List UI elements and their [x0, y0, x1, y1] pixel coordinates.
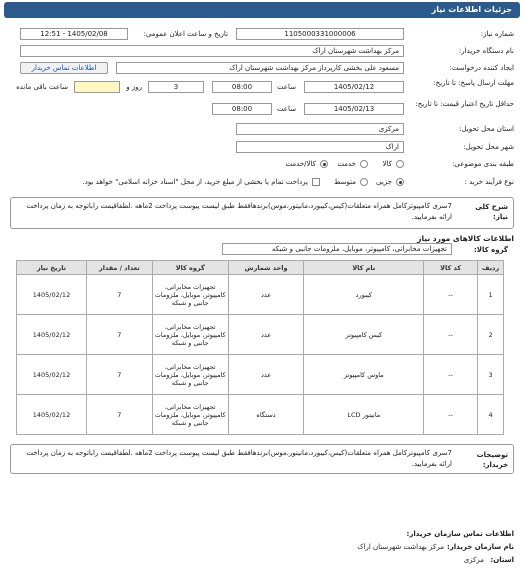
- hours-remaining-label: ساعت باقی مانده: [16, 83, 68, 91]
- cell-name: ماوس کامپیوتر: [304, 355, 424, 395]
- days-remaining-field: 3: [148, 81, 204, 93]
- cell-row: 1: [478, 275, 504, 315]
- treasury-payment-note: پرداخت تمام یا بخشی از مبلغ خرید، از محل "اسناد خزانه اسلامی" خواهد بود.: [82, 178, 308, 186]
- table-row: [17, 395, 504, 435]
- page-title: جزئیات اطلاعات نیاز: [431, 5, 512, 14]
- cell-name: کیبورد: [304, 275, 424, 315]
- category-goods-radio[interactable]: [396, 160, 404, 168]
- cell-date: 1405/02/12: [17, 315, 87, 355]
- city-field: اراک: [236, 141, 404, 153]
- cell-date: 1405/02/12: [17, 275, 87, 315]
- need-number-field: 1105000331000006: [236, 28, 404, 40]
- cell-code: --: [424, 395, 478, 435]
- validity-time-field: 08:00: [212, 103, 272, 115]
- col-date: تاریخ نیاز: [17, 261, 87, 275]
- deadline-date-field: 1405/02/12: [304, 81, 404, 93]
- contact-org-value: مرکز بهداشت شهرستان اراک: [357, 543, 444, 551]
- summary-label: شرح کلی نیاز:: [475, 203, 508, 221]
- cell-code: --: [424, 315, 478, 355]
- cell-qty: 7: [86, 355, 152, 395]
- table-header-row: [17, 261, 504, 275]
- page-header: [4, 2, 520, 18]
- province-label: استان محل تحویل:: [459, 125, 514, 133]
- announce-label: تاریخ و ساعت اعلان عمومی:: [143, 30, 228, 38]
- col-unit: واحد شمارش: [228, 261, 304, 275]
- goods-group-field: تجهیزات مخابراتی، کامپیوتر، موبایل، ملزومات جانبی و شبکه: [222, 243, 452, 255]
- province-field: مرکزی: [236, 123, 404, 135]
- goods-group-label: گروه کالا:: [473, 246, 508, 254]
- cell-group: تجهیزات مخابراتی، کامپیوتر، موبایل، ملزومات جانبی و شبکه: [152, 275, 228, 315]
- table-row: [17, 355, 504, 395]
- validity-date-field: 1405/02/13: [304, 103, 404, 115]
- contact-title: اطلاعات تماس سازمان خریدار:: [406, 530, 514, 538]
- category-service-label: خدمت: [337, 160, 356, 168]
- validity-time-label: ساعت: [276, 105, 296, 113]
- summary-text: 7سری کامپیوترکامل همراه متعلقات(کیس،کیبورد،مانیتور،موس)برندهافقط طبق لیست پیوست پرداخت 2ماهه .لطفاقیمت راباتوجه به زمان پرداخت ارائه بفرمایید.: [26, 202, 452, 221]
- cell-row: 3: [478, 355, 504, 395]
- process-partial-label: جزیی: [376, 178, 392, 186]
- buyer-contact-link[interactable]: اطلاعات تماس خریدار: [20, 62, 108, 74]
- creator-field: مسعود علی بخشی کارپرداز مرکز بهداشت شهرستان اراک: [116, 62, 404, 74]
- cell-group: تجهیزات مخابراتی، کامپیوتر، موبایل، ملزومات جانبی و شبکه: [152, 355, 228, 395]
- cell-qty: 7: [86, 395, 152, 435]
- cell-unit: عدد: [228, 275, 304, 315]
- category-goods-service-label: کالا/خدمت: [285, 160, 316, 168]
- validity-label: حداقل تاریخ اعتبار قیمت: تا تاریخ:: [415, 100, 514, 108]
- table-row: [17, 315, 504, 355]
- col-qty: تعداد / مقدار: [86, 261, 152, 275]
- process-medium-radio[interactable]: [360, 178, 368, 186]
- goods-section-title: اطلاعات کالاهای مورد نیاز: [417, 234, 514, 243]
- contact-org-label: نام سازمان خریدار:: [446, 543, 514, 551]
- cell-qty: 7: [86, 315, 152, 355]
- process-label: نوع فرآیند خرید :: [464, 178, 514, 186]
- cell-unit: عدد: [228, 355, 304, 395]
- process-partial-radio[interactable]: [396, 178, 404, 186]
- cell-unit: دستگاه: [228, 395, 304, 435]
- deadline-label: مهلت ارسال پاسخ: تا تاریخ:: [433, 79, 514, 87]
- category-label: طبقه بندی موضوعی:: [452, 160, 514, 168]
- category-goods-service-radio[interactable]: [320, 160, 328, 168]
- contact-province-label: استان:: [490, 556, 514, 564]
- buyer-label: نام دستگاه خریدار:: [458, 47, 514, 55]
- process-medium-label: متوسط: [334, 178, 356, 186]
- city-label: شهر محل تحویل:: [463, 143, 514, 151]
- hours-remaining-field: [74, 81, 120, 93]
- col-row: ردیف: [478, 261, 504, 275]
- cell-row: 2: [478, 315, 504, 355]
- cell-group: تجهیزات مخابراتی، کامپیوتر، موبایل، ملزومات جانبی و شبکه: [152, 315, 228, 355]
- cell-qty: 7: [86, 275, 152, 315]
- cell-date: 1405/02/12: [17, 395, 87, 435]
- need-number-label: شماره نیاز:: [480, 30, 514, 38]
- creator-label: ایجاد کننده درخواست:: [449, 64, 514, 72]
- treasury-payment-checkbox[interactable]: [312, 178, 320, 186]
- category-goods-label: کالا: [382, 160, 392, 168]
- contact-province-value: مرکزی: [463, 556, 484, 564]
- category-service-radio[interactable]: [360, 160, 368, 168]
- days-label: روز و: [126, 83, 142, 91]
- deadline-time-field: 08:00: [212, 81, 272, 93]
- buyer-field: مرکز بهداشت شهرستان اراک: [20, 45, 404, 57]
- buyer-desc-text: 7سری کامپیوترکامل همراه متعلقات(کیس،کیبورد،مانیتور،موس)برندهافقط طبق لیست پیوست پرداخت 2ماهه .لطفاقیمت راباتوجه به زمان پرداخت ارائه بفرمایید.: [26, 449, 452, 468]
- cell-group: تجهیزات مخابراتی، کامپیوتر، موبایل، ملزومات جانبی و شبکه: [152, 395, 228, 435]
- announce-field: 1405/02/08 - 12:51: [20, 28, 128, 40]
- buyer-desc-label: توضیحات خریدار:: [476, 451, 508, 469]
- col-code: کد کالا: [424, 261, 478, 275]
- cell-unit: عدد: [228, 315, 304, 355]
- col-group: گروه کالا: [152, 261, 228, 275]
- cell-code: --: [424, 355, 478, 395]
- cell-name: کیس کامپیوتر: [304, 315, 424, 355]
- items-table: [16, 260, 504, 435]
- table-row: [17, 275, 504, 315]
- col-name: نام کالا: [304, 261, 424, 275]
- cell-date: 1405/02/12: [17, 355, 87, 395]
- deadline-time-label: ساعت: [276, 83, 296, 91]
- cell-code: --: [424, 275, 478, 315]
- cell-row: 4: [478, 395, 504, 435]
- cell-name: مانیتور LCD: [304, 395, 424, 435]
